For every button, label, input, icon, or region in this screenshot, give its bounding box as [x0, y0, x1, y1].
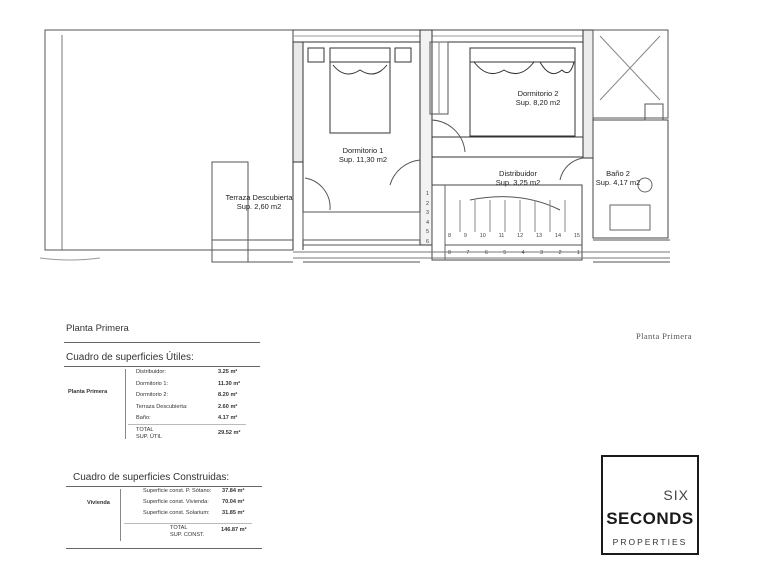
utiles-row-value: 3.25 m²: [218, 369, 238, 375]
utiles-row-label: Baño:: [136, 415, 151, 421]
utiles-total-value: 29.52 m²: [218, 430, 241, 436]
stair-step-number: 8: [448, 250, 452, 256]
construidas-group-label: Vivienda: [87, 500, 110, 506]
stair-step-number: 5: [503, 250, 507, 256]
stair-step-number: 15: [573, 233, 580, 239]
utiles-row-label: Dormitorio 1:: [136, 380, 169, 387]
stair-step-number: 5: [426, 229, 430, 235]
divider: [66, 486, 262, 487]
room-name: Terraza Descubierta: [225, 193, 293, 202]
stair-step-number: 2: [426, 200, 430, 207]
room-area: Sup. 3,25 m2: [495, 178, 541, 187]
stair-numbers-left: [426, 190, 434, 247]
construidas-row-value: 31.85 m²: [222, 510, 245, 516]
construidas-row-value: 70.04 m²: [222, 499, 245, 505]
room-area: Sup. 8,20 m2: [515, 98, 561, 107]
construidas-total-label: TOTAL: [170, 525, 188, 531]
stair-step-number: 14: [554, 233, 562, 239]
stair-step-number: 3: [426, 210, 430, 216]
construidas-title: Cuadro de superficies Construidas:: [73, 472, 230, 483]
stair-step-number: 4: [426, 219, 430, 226]
construidas-row-label: Superficie const. Solarium:: [143, 510, 210, 516]
room-label-dormitorio-1: [330, 146, 396, 164]
utiles-row-label: Dormitorio 2:: [136, 392, 169, 398]
stair-step-number: 4: [521, 250, 525, 256]
utiles-group-label: Planta Primera: [68, 389, 108, 395]
room-name: Dormitorio 2: [517, 89, 559, 98]
room-label-dormitorio-2: [508, 89, 568, 107]
room-area: Sup. 2,60 m2: [236, 202, 282, 211]
logo-seconds-text: SECONDS: [606, 509, 694, 528]
construidas-total-label-2: SUP. CONST.: [170, 532, 205, 538]
stair-step-number: 6: [426, 238, 430, 245]
logo-six-text: SIX: [663, 487, 689, 503]
construidas-row-value: 37.84 m²: [222, 488, 245, 494]
section-title: Planta Primera: [66, 323, 129, 334]
room-label-distribuidor: [488, 169, 548, 187]
logo-properties-text: PROPERTIES: [612, 537, 688, 547]
stair-step-number: 1: [576, 250, 580, 256]
room-label-bano-2: [590, 169, 646, 187]
room-area: Sup. 4,17 m2: [595, 178, 641, 187]
divider: [124, 523, 252, 524]
utiles-row-value: 2.60 m²: [218, 403, 238, 410]
utiles-row-value: 4.17 m²: [218, 415, 238, 421]
room-name: Distribuidor: [499, 169, 537, 178]
stair-step-number: 9: [463, 233, 467, 239]
stair-step-number: 8: [448, 233, 452, 239]
divider: [64, 342, 260, 343]
stair-numbers-bottom: [448, 250, 580, 256]
divider: [64, 366, 260, 367]
stair-step-number: 13: [536, 233, 543, 239]
room-label-terraza: [218, 193, 300, 211]
utiles-total-label-2: SUP. ÚTIL: [136, 434, 163, 440]
stair-step-number: 12: [517, 233, 524, 239]
utiles-title: Cuadro de superficies Útiles:: [66, 352, 194, 363]
side-plan-label: Planta Primera: [636, 331, 692, 341]
room-name: Baño 2: [606, 169, 630, 178]
construidas-total-value: 146.87 m²: [221, 527, 247, 533]
utiles-total-label: TOTAL: [136, 427, 154, 433]
construidas-row-label: Superficie const. P. Sótano:: [143, 488, 212, 494]
stair-step-number: 11: [498, 233, 505, 239]
stair-step-number: 6: [484, 250, 488, 256]
divider: [125, 369, 126, 439]
room-area: Sup. 11,30 m2: [338, 155, 388, 164]
room-name: Dormitorio 1: [342, 146, 384, 155]
stair-step-number: 2: [558, 250, 562, 256]
divider: [128, 424, 246, 425]
six-seconds-logo: [601, 455, 699, 555]
stair-step-number: 3: [540, 250, 544, 256]
divider: [120, 489, 121, 541]
stair-numbers-top: [448, 233, 580, 239]
utiles-row-value: 11.30 m²: [218, 380, 241, 387]
stair-step-number: 10: [479, 233, 486, 239]
construidas-row-label: Superficie const. Vivienda:: [143, 499, 209, 505]
divider: [66, 548, 262, 549]
stair-step-number: 1: [426, 191, 430, 197]
stair-step-number: 7: [466, 250, 470, 256]
utiles-row-value: 8.20 m²: [218, 392, 238, 398]
utiles-row-label: Terraza Descubierta:: [136, 403, 188, 410]
utiles-row-label: Distribuidor:: [136, 369, 166, 375]
